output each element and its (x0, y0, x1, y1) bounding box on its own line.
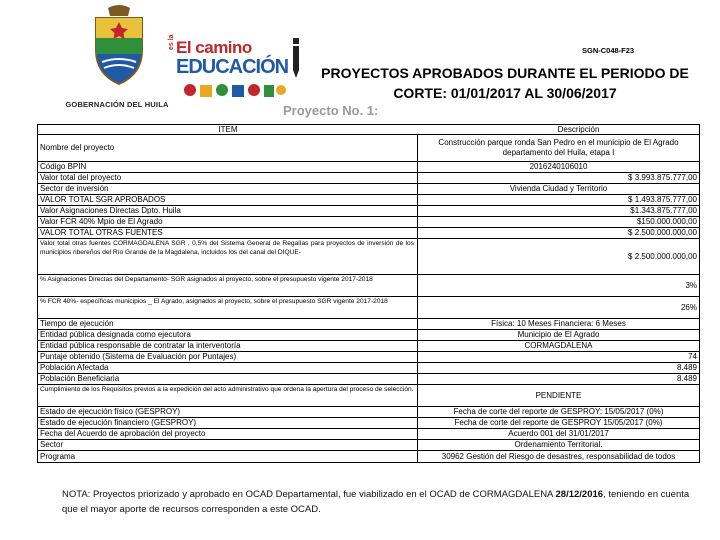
row-label: Estado de ejecución financiero (GESPROY) (38, 418, 418, 428)
row-label: Valor total del proyecto (38, 173, 418, 183)
row-label: Valor total otras fuentes CORMAGDALENA SGR , 0,5% del Sistema General de Regalías para proyectos de inversión de los municipios ribereños del Río Grande de la Magdalena, incluidos los del canal del DIQUE- (38, 239, 418, 274)
row-value: 30962 Gestión del Riesgo de desastres, responsabilidad de todos (441, 451, 676, 461)
educacion-logo (168, 36, 304, 102)
row-label: Población Beneficiaria (38, 374, 418, 384)
row-label: VALOR TOTAL SGR APROBADOS (38, 195, 418, 205)
row-value: Vivienda Ciudad y Territorio (509, 184, 608, 193)
row-label: Entidad pública responsable de contratar la interventoría (38, 341, 418, 351)
row-label: Sector de inversión (38, 184, 418, 194)
row-label: Sector (38, 440, 418, 450)
table-row (38, 451, 699, 462)
row-value: CORMAGDALENA (524, 341, 593, 350)
row-label: Programa (38, 451, 418, 462)
table-row (38, 429, 699, 440)
row-label: Estado de ejecución físico (GESPROY) (38, 407, 418, 417)
table-row (38, 184, 699, 195)
row-value: Municipio de El Agrado (517, 330, 600, 339)
table-row (38, 162, 699, 173)
table-header (38, 125, 699, 135)
row-label: Valor Asignaciones Directas Dpto. Huila (38, 206, 418, 216)
table-row (38, 352, 699, 363)
row-value: $ 2.500.000.000,00 (628, 251, 697, 261)
logo-line1: El camino (176, 38, 252, 57)
row-value: $150.000.000,00 (636, 217, 697, 226)
table-row (38, 440, 699, 451)
table-row (38, 195, 699, 206)
table-row (38, 206, 699, 217)
row-label: Población Afectada (38, 363, 418, 373)
table-row (38, 275, 699, 297)
logo-prefix: es la (168, 34, 175, 50)
header-item: ITEM (218, 125, 238, 134)
people-icons (182, 82, 286, 98)
row-value: 8.489 (676, 363, 697, 372)
table-row (38, 418, 699, 429)
project-number: Proyecto No. 1: (283, 103, 379, 118)
row-label: Puntaje obtenido (Sistema de Evaluación por Puntajes) (38, 352, 418, 362)
coat-of-arms-icon (90, 4, 148, 88)
footnote (62, 487, 702, 517)
table-row (38, 297, 699, 319)
row-label: Código BPIN (38, 162, 418, 172)
table-row (38, 407, 699, 418)
table-row (38, 173, 699, 184)
row-value: Construcción parque ronda San Pedro en el municipio de El Agrado departamento del Huila, etapa I (438, 138, 679, 157)
row-value: $1.343.875.777,00 (630, 206, 697, 215)
table-row (38, 217, 699, 228)
row-value: PENDIENTE (535, 390, 582, 400)
table-row (38, 374, 699, 385)
row-value: $ 3.993.875.777,00 (628, 173, 697, 182)
row-value: Física: 10 Meses Financiera: 6 Meses (491, 319, 626, 328)
row-label: % FCR 40%- específicas municipios _ El Agrado, asignados al proyecto, sobre el presupuesto SGR vigente 2017-2018 (38, 297, 418, 318)
page-title: PROYECTOS APROBADOS DURANTE EL PERIODO DE CORTE: 01/01/2017 AL 30/06/2017 (321, 65, 689, 101)
row-value: 8.489 (676, 374, 697, 383)
gobernacion-logo (62, 4, 172, 122)
project-table (37, 124, 700, 463)
row-label: Fecha del Acuerdo de aprobación del proyecto (38, 429, 418, 439)
row-value: 3% (685, 280, 697, 290)
table-row (38, 385, 699, 407)
row-value: Acuerdo 001 del 31/01/2017 (508, 429, 609, 438)
row-value: Fecha de corte del reporte de GESPROY 15/05/2017 (0%) (454, 418, 663, 427)
table-row (38, 239, 699, 275)
row-value: 74 (688, 352, 697, 361)
row-label: Nombre del proyecto (38, 135, 418, 161)
pencil-icon (292, 38, 300, 78)
row-label: Tiempo de ejecución (38, 319, 418, 329)
table-row (38, 319, 699, 330)
gobernacion-name: GOBERNACIÓN DEL HUILA (65, 100, 169, 109)
table-row (38, 228, 699, 239)
footnote-date: 28/12/2016 (555, 489, 604, 500)
row-value: 26% (680, 302, 697, 312)
table-row (38, 363, 699, 374)
row-value: $ 2.500.000.000,00 (628, 228, 697, 237)
table-row (38, 135, 699, 162)
footnote-prefix: NOTA: Proyectos priorizado y aprobado en OCAD Departamental, fue viabilizado en el OCAD de CORMAGDALENA (62, 489, 553, 500)
table-row (38, 341, 699, 352)
row-value: Fecha de corte del reporte de GESPROY: 15/05/2017 (0%) (453, 407, 664, 416)
logo-line2: EDUCACIÓN (176, 56, 289, 78)
row-label: Entidad pública designada como ejecutora (38, 330, 418, 340)
table-row (38, 330, 699, 341)
row-label: Valor FCR 40% Mpio de El Agrado (38, 217, 418, 227)
row-value: 2016240106010 (529, 162, 588, 171)
row-label: VALOR TOTAL OTRAS FUENTES (38, 228, 418, 238)
row-value: $ 1.493.875.777,00 (628, 195, 697, 204)
document-code: SGN-C048-F23 (582, 46, 635, 55)
header-description: Descripción (557, 125, 600, 134)
row-label: % Asignaciones Directas del Departamento- SGR asignados al proyecto, sobre el presupuesto vigente 2017-2018 (38, 275, 418, 296)
row-label: Cumplimiento de los Requisitos previos a la expedición del acto administrativo que ordena la apertura del proceso de selección. (38, 385, 418, 406)
row-value: Ordenamiento Territorial. (514, 440, 603, 449)
footnote-suffix: , teniendo en cuenta que el mayor aporte de recursos corresponden a este OCAD. (62, 489, 690, 515)
